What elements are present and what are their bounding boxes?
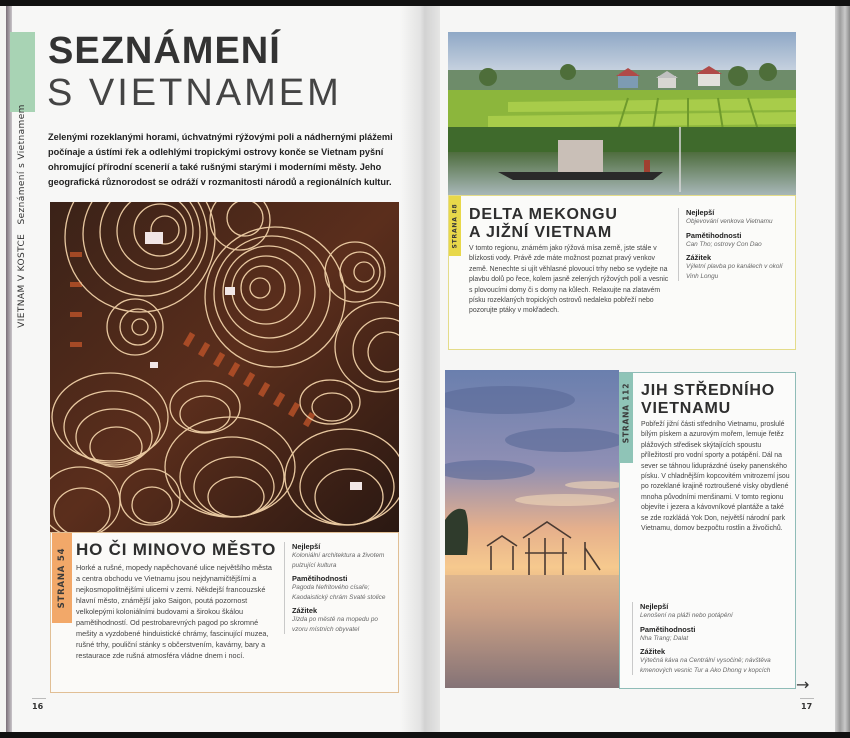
card-facts — [678, 208, 790, 281]
fact-heading: Pamětihodnosti — [640, 624, 696, 634]
subsection-label: Seznámení s Vietnamem — [17, 104, 27, 225]
card-body: V tomto regionu, známém jako rýžová mísa země, jste stále v blízkosti vody. Právě zde máte možnost poznat pravý venkov země. Nenechte si ujít věhlasné plovoucí trhy nebo se vydejte na plavbu dolů po řece, kolem jasně zelených rýžových polí a vesnic s plovoucími domy či s domy na kůlech. Relaxujte na zlatavém písku rozeklaných tropických ostrovů nedaleko pobřeží nebo pozorujte ptáky v mokřadech. — [469, 245, 669, 315]
incense-coils-photo — [50, 202, 399, 532]
fact-value: Lenošení na pláži nebo potápění — [640, 612, 733, 619]
card-title — [469, 206, 618, 242]
page-ref-label: STRANA 54 — [57, 547, 67, 609]
fact-value: Objevování venkova Vietnamu — [686, 218, 773, 225]
running-header — [17, 104, 27, 328]
incense-coils-illustration — [50, 202, 399, 532]
book-spread — [0, 6, 850, 732]
page-title-bold: SEZNÁMENÍ — [48, 30, 281, 72]
section-label: VIETNAM V KOSTCE — [17, 233, 27, 328]
card-title: HO ČI MINOVO MĚSTO — [76, 540, 277, 559]
card-title-line: DELTA MEKONGU — [469, 206, 618, 223]
card-facts — [632, 602, 792, 675]
card-body: Horké a rušné, mopedy napěchované ulice největšího města a centra obchodu ve Vietnamu jsou nejdynamičtějšími a nejkosmopolitnějšími ulicemi v zemi. Někdejší francouzské hlavní město, známější jako Saigon, poutá pozornost velkolepými koloniálními budovami a širokou škálou pamětihodností. Od pestrobarevných pagod po skromné mešity a vyzdobené hinduistické chrámy, fascinující muzea, rušné trhy, pouliční stánky s občerstvením, kavárny, bary a restaurace zde rušná atmosféra vládne dnem i nocí. — [76, 563, 272, 660]
beach-sunset-photo — [445, 370, 619, 688]
fact-value: Pagoda Nefritového císaře; Kaodaistický chrám Svaté stolice — [292, 584, 386, 601]
page-number: 16 — [32, 702, 44, 711]
fact-value: Výtečná káva na Centrální vysočině; návštěva kmenových vesnic Tur a Ako Dhong v kopcích — [640, 657, 771, 674]
page-ref-tab — [52, 533, 72, 623]
intro-paragraph: Zelenými rozeklanými horami, úchvatnými rýžovými poli a nádhernými plážemi počínaje a ústími řek a odlehlými tropickými ostrovy konče se Vietnam pyšní ohromující přírodní scenerií a také rušnými starými i moderními městy. Jeho geografická různorodost se odráží v rozmanitosti národů a regionálních kultur. — [48, 132, 393, 187]
section-color-tab — [10, 32, 35, 112]
fact-heading: Zážitek — [640, 647, 666, 656]
fact-heading: Nejlepší — [686, 208, 715, 217]
mekong-rice-field-photo — [448, 32, 796, 195]
page-number-rule — [32, 698, 46, 699]
page-number: 17 — [801, 702, 813, 711]
sunset-illustration — [445, 370, 619, 688]
fact-heading: Nejlepší — [292, 542, 321, 551]
page-ref-label: STRANA 112 — [621, 382, 631, 444]
next-page-arrow-icon: → — [796, 675, 810, 694]
card-title-line: JIH STŘEDNÍHO — [641, 382, 775, 399]
mekong-illustration — [448, 32, 796, 195]
card-facts — [284, 542, 394, 634]
card-title — [641, 382, 775, 418]
fact-value: Jízda po městě na mopedu po vzoru místních obyvatel — [292, 616, 378, 633]
card-title-line: A JIŽNÍ VIETNAM — [469, 224, 612, 241]
page-ref-tab — [449, 196, 461, 256]
fact-heading: Pamětihodnosti — [686, 230, 742, 240]
page-ref-label: STRANA 88 — [451, 203, 459, 249]
fact-value: Koloniální architektura a životem pulzující kultura — [292, 552, 385, 569]
fact-value: Výletní plavba po kanálech v okolí Vinh Longu — [686, 263, 783, 280]
fact-heading: Pamětihodnosti — [292, 574, 348, 583]
book-gutter — [400, 6, 445, 732]
page-number-rule — [800, 698, 814, 699]
fact-heading: Nejlepší — [640, 602, 669, 611]
card-title-line: VIETNAMU — [641, 400, 731, 417]
page-ref-tab — [619, 373, 633, 463]
card-body: Pobřeží jižní části středního Vietnamu, proslulé bílým pískem a azurovým mořem, lemuje řetěz plážových středisek skýtajících spoustu příležitostí pro vodní sporty a potápění. Dál na sever se táhnou liduprázdné úseky panenského písku. V chladnějším kopcovitém vnitrozemí jsou po rozeklané krajině roztroušené vísky obydlené mnoha původními menšinami. V tomto regionu objevíte i jezera a kávovníkové plantáže a také se zde rozkládá Yok Don, největší národní park Vietnamu, domov bezpočtu rostlin a živočichů. — [641, 421, 790, 533]
fact-heading: Zážitek — [686, 253, 712, 262]
fact-heading: Zážitek — [292, 606, 318, 615]
page-title-light: S VIETNAMEM — [47, 72, 342, 114]
fact-value: Can Tho; ostrovy Con Dao — [686, 240, 762, 248]
fact-value: Nha Trang; Dalat — [640, 634, 689, 642]
page-edge — [835, 6, 850, 732]
